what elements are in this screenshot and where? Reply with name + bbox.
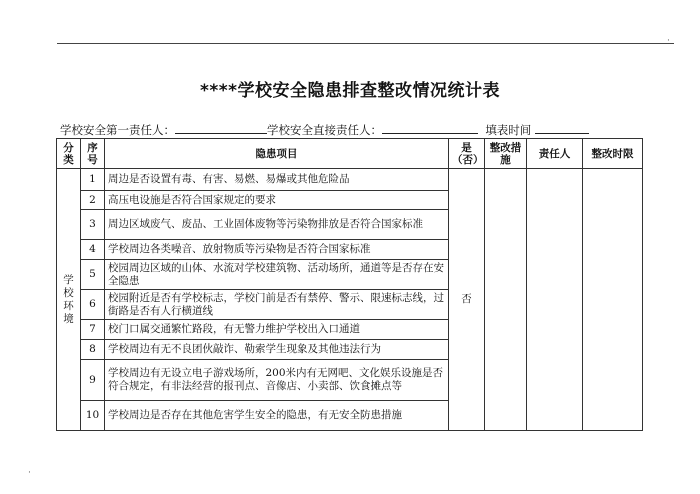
row-number: 7 bbox=[81, 320, 105, 340]
category-char: 境 bbox=[63, 312, 74, 325]
fill-time-label: 填表时间 bbox=[485, 123, 532, 137]
header-project: 隐患项目 bbox=[105, 139, 449, 169]
category-char: 环 bbox=[63, 299, 74, 312]
row-item: 校园周边区域的山体、水流对学校建筑物、活动场所，通道等是否存在安全隐患 bbox=[105, 260, 449, 290]
row-number: 1 bbox=[81, 169, 105, 191]
footer-dot: · bbox=[28, 468, 31, 478]
row-item: 校园附近是否有学校标志，学校门前是否有禁停、警示、限速标志线，过街路是否有人行横道线 bbox=[105, 290, 449, 320]
row-number: 3 bbox=[81, 210, 105, 240]
row-number: 5 bbox=[81, 260, 105, 290]
header-responsible: 责任人 bbox=[527, 139, 583, 169]
category-char: 校 bbox=[63, 286, 74, 299]
row-item: 周边是否设置有毒、有害、易燃、易爆或其他危险品 bbox=[105, 169, 449, 191]
fill-time-blank bbox=[535, 121, 589, 134]
header-deadline: 整改时限 bbox=[583, 139, 643, 169]
document-title: ****学校安全隐患排查整改情况统计表 bbox=[199, 81, 501, 101]
row-number: 8 bbox=[81, 340, 105, 360]
row-item: 学校周边有无不良团伙敲诈、勒索学生现象及其他违法行为 bbox=[105, 340, 449, 360]
first-responsible-blank bbox=[175, 121, 267, 134]
row-item: 周边区域废气、废品、工业固体废物等污染物排放是否符合国家标准 bbox=[105, 210, 449, 240]
row-number: 2 bbox=[81, 191, 105, 210]
row-item: 学校周边有无设立电子游戏场所，200米内有无网吧、文化娱乐设施是否符合规定，有非法经营的报刊点、音像店、小卖部、饮食摊点等 bbox=[105, 360, 449, 401]
hazard-table bbox=[56, 138, 643, 431]
category-cell bbox=[57, 169, 81, 431]
direct-responsible-label: 学校安全直接责任人： bbox=[267, 123, 382, 137]
row-number: 4 bbox=[81, 240, 105, 260]
responsible-cell bbox=[527, 169, 583, 431]
category-char: 学 bbox=[63, 273, 74, 286]
row-item: 学校周边各类噪音、放射物质等污染物是否符合国家标准 bbox=[105, 240, 449, 260]
corner-mark: · bbox=[667, 36, 670, 46]
first-responsible-label: 学校安全第一责任人： bbox=[60, 123, 175, 137]
direct-responsible-blank bbox=[382, 121, 478, 134]
header-yesno: 是（否） bbox=[449, 139, 485, 169]
header-number: 序号 bbox=[81, 139, 105, 169]
row-item: 高压电设施是否符合国家规定的要求 bbox=[105, 191, 449, 210]
rectify-cell bbox=[485, 169, 527, 431]
header-rule bbox=[57, 43, 674, 44]
header-category: 分类 bbox=[57, 139, 81, 169]
row-item: 校门口属交通繁忙路段，有无警力维护学校出入口通道 bbox=[105, 320, 449, 340]
yesno-cell: 否 bbox=[449, 169, 485, 431]
responsibility-line bbox=[60, 121, 680, 138]
header-rectify: 整改措施 bbox=[485, 139, 527, 169]
deadline-cell bbox=[583, 169, 643, 431]
row-item: 学校周边是否存在其他危害学生安全的隐患，有无安全防患措施 bbox=[105, 401, 449, 431]
row-number: 9 bbox=[81, 360, 105, 401]
row-number: 10 bbox=[81, 401, 105, 431]
row-number: 6 bbox=[81, 290, 105, 320]
table-row bbox=[57, 169, 643, 191]
header-row bbox=[57, 139, 643, 169]
